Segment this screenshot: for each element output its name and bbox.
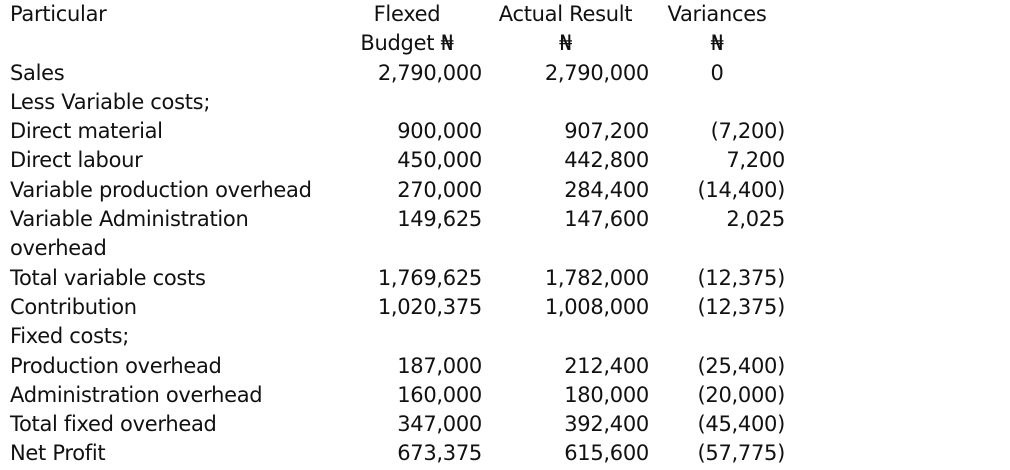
row-label: Net Profit	[10, 441, 106, 466]
section-heading: Fixed costs;	[10, 324, 130, 349]
table-row-total-variable-costs	[10, 264, 785, 293]
variance-value: (12,375)	[697, 294, 785, 319]
actual-value: 2,790,000	[544, 60, 649, 85]
actual-value: 284,400	[564, 177, 649, 202]
table-row-administration-overhead	[10, 381, 785, 410]
budget-value: 1,769,625	[377, 265, 482, 290]
budget-value: 347,000	[397, 412, 482, 437]
header-flexed-budget: Flexed Budget ₦	[360, 2, 454, 56]
row-label: Direct labour	[10, 148, 143, 173]
actual-value: 147,600	[564, 207, 649, 232]
table-row-net-profit	[10, 439, 785, 468]
table-row-direct-labour	[10, 146, 785, 175]
actual-value: 907,200	[564, 119, 649, 144]
flexed-budget-variance-table	[10, 0, 785, 469]
table-row-production-overhead	[10, 352, 785, 381]
table-row-fixed-costs	[10, 322, 785, 351]
row-label-text: Variable Administration overhead	[10, 207, 249, 261]
budget-value: 187,000	[397, 353, 482, 378]
variance-value: (20,000)	[697, 382, 785, 407]
row-label: Total fixed overhead	[10, 412, 217, 437]
header-row	[10, 0, 785, 59]
variance-value: (57,775)	[697, 441, 785, 466]
actual-value: 392,400	[564, 412, 649, 437]
section-heading: Less Variable costs;	[10, 89, 211, 114]
actual-value: 1,782,000	[544, 265, 649, 290]
row-label	[10, 205, 332, 264]
variance-value: (25,400)	[697, 353, 785, 378]
variance-value: 2,025	[726, 207, 785, 232]
row-label: Direct material	[10, 119, 163, 144]
variance-value: 0	[710, 60, 724, 85]
variance-value: (7,200)	[710, 119, 785, 144]
row-label: Administration overhead	[10, 382, 263, 407]
budget-value: 2,790,000	[377, 60, 482, 85]
variance-value: (14,400)	[697, 177, 785, 202]
actual-value: 442,800	[564, 148, 649, 173]
budget-value: 160,000	[397, 382, 482, 407]
table-row-total-fixed-overhead	[10, 410, 785, 439]
budget-value: 900,000	[397, 119, 482, 144]
row-label: Contribution	[10, 294, 137, 319]
table-row-contribution	[10, 293, 785, 322]
row-label: Total variable costs	[10, 265, 206, 290]
budget-value: 450,000	[397, 148, 482, 173]
budget-value: 149,625	[397, 207, 482, 232]
table-row-less-variable-costs	[10, 88, 785, 117]
table-row-sales	[10, 59, 785, 88]
budget-value: 1,020,375	[377, 294, 482, 319]
header-particular: Particular	[10, 2, 107, 26]
actual-value: 180,000	[564, 382, 649, 407]
variance-value: (12,375)	[697, 265, 785, 290]
actual-value: 1,008,000	[544, 294, 649, 319]
table-row-direct-material	[10, 117, 785, 146]
actual-value: 212,400	[564, 353, 649, 378]
header-variances: Variances ₦	[667, 2, 767, 56]
actual-value: 615,600	[564, 441, 649, 466]
budget-value: 270,000	[397, 177, 482, 202]
variance-value: 7,200	[726, 148, 785, 173]
header-actual-result: Actual Result ₦	[498, 2, 633, 56]
table-row-variable-production-overhead	[10, 176, 785, 205]
table-row-variable-administration-overhead	[10, 205, 785, 264]
row-label: Sales	[10, 60, 65, 85]
budget-value: 673,375	[397, 441, 482, 466]
row-label: Production overhead	[10, 353, 222, 378]
variance-value: (45,400)	[697, 412, 785, 437]
row-label: Variable production overhead	[10, 177, 312, 202]
